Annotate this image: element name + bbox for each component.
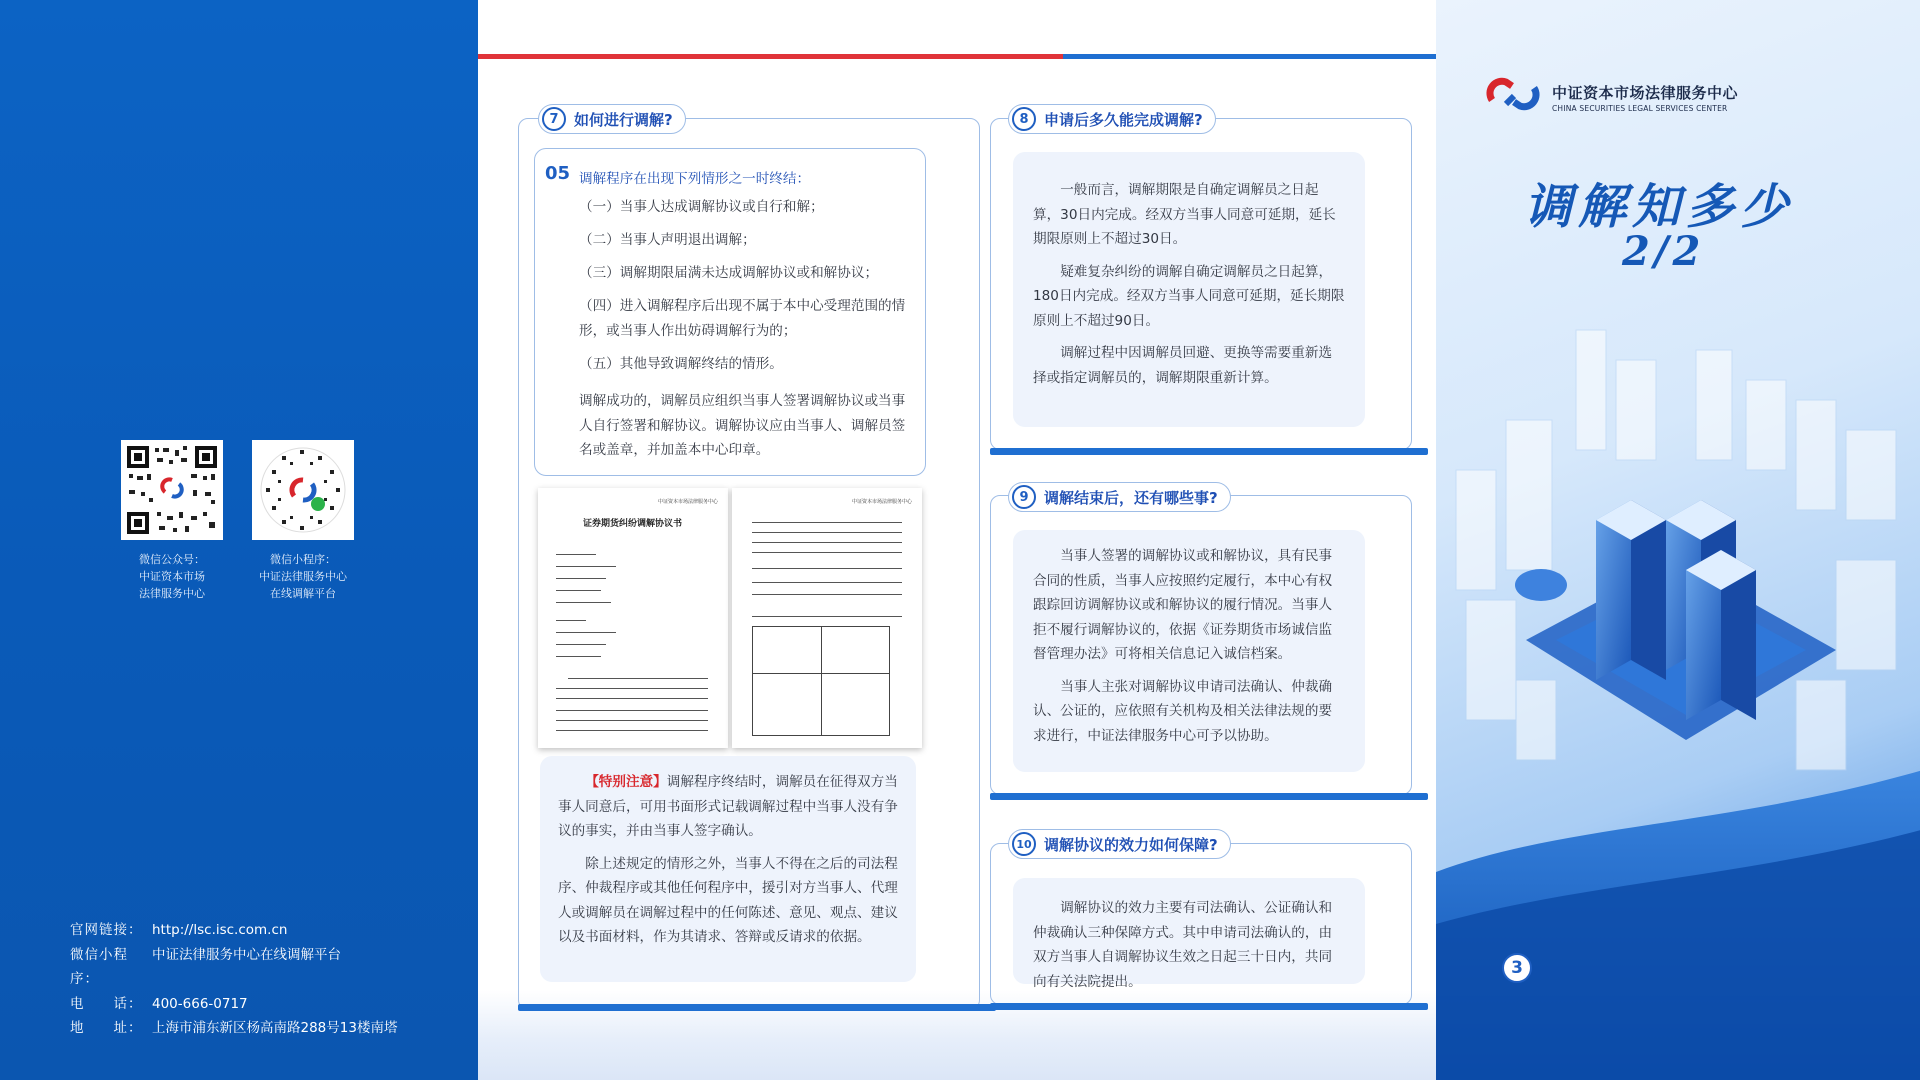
termination-item: （五）其他导致调解终结的情形。 [579, 356, 783, 372]
section-number-badge: 7 [542, 107, 566, 131]
document-title: 证券期货纠纷调解协议书 [583, 519, 683, 529]
section-10-heading [1008, 829, 1231, 859]
brand-name-cn: 中证资本市场法律服务中心 [1552, 84, 1739, 102]
section-number-badge: 10 [1012, 832, 1036, 856]
cover-subtitle: 2/2 [1622, 228, 1705, 275]
inner-content-panel [478, 0, 1436, 1080]
answer-paragraph: 调解协议的效力主要有司法确认、公证确认和仲裁确认三种保障方式。其中申请司法确认的，由双方当事人自调解协议生效之日起三十日内，共同向有关法院提出。 [1033, 900, 1333, 990]
answer-paragraph: 疑难复杂纠纷的调解自确定调解员之日起算，180日内完成。经双方当事人同意可延期，延长期限原则上不超过90日。 [1033, 263, 1345, 329]
termination-lead: 调解程序在出现下列情形之一时终结： [579, 171, 811, 187]
section-10-footer-bar [990, 1003, 1428, 1010]
section-9-card [1013, 530, 1365, 772]
contact-info [70, 918, 397, 1041]
cover-title: 调解知多少 [1524, 179, 1795, 235]
special-note-label: 【特别注意】 [585, 774, 667, 790]
success-text: 调解成功的，调解员应组织当事人签署调解协议或当事人自行签署和解协议。调解协议应由当事人、调解员签名或盖章，并加盖本中心印章。 [579, 393, 906, 458]
special-note-paragraph: 【特别注意】调解程序终结时，调解员在征得双方当事人同意后，可用书面形式记载调解过程中当事人没有争议的事实，并由当事人签字确认。 [558, 774, 898, 839]
special-note-card [540, 756, 916, 982]
mini-program-caption: 微信小程序： 中证法律服务中心 在线调解平台 [259, 553, 347, 600]
contact-address: 地 址： 上海市浦东新区杨高南路288号13楼南塔 [70, 1020, 398, 1036]
signature-table [752, 626, 890, 736]
special-note-paragraph-2: 除上述规定的情形之外，当事人不得在之后的司法程序、仲裁程序或其他任何程序中，援引对方当事人、代理人或调解员在调解过程中的任何陈述、意见、观点、建议以及书面材料，作为其请求、答辩或反请求的依据。 [558, 855, 898, 945]
document-org-logo: 中证资本市场法律服务中心 [852, 499, 913, 505]
mini-program-qr-code [252, 440, 354, 540]
section-9-heading [1008, 482, 1231, 512]
section-8-card [1013, 152, 1365, 427]
front-cover-panel [1436, 0, 1920, 1080]
page-number-badge: 3 [1502, 953, 1532, 983]
back-cover-panel [0, 0, 478, 1080]
answer-paragraph: 一般而言，调解期限是自确定调解员之日起算，30日内完成。经双方当事人同意可延期，延长期限原则上不超过30日。 [1033, 182, 1336, 247]
answer-paragraph: 调解过程中因调解员回避、更换等需要重新选择或指定调解员的，调解期限重新计算。 [1033, 345, 1333, 386]
brand-logo [1486, 74, 1540, 114]
wechat-account-caption: 微信公众号： 中证资本市场 法律服务中心 [139, 553, 205, 600]
item-number: 05 [545, 163, 571, 184]
section-title: 申请后多久能完成调解? [1044, 110, 1203, 129]
contact-website: 官网链接： http://lsc.isc.com.cn [70, 918, 397, 943]
section-number-badge: 8 [1012, 107, 1036, 131]
contact-phone: 电 话： 400-666-0717 [70, 995, 248, 1012]
section-10-card [1013, 878, 1365, 990]
document-org-logo: 中证资本市场法律服务中心 [658, 499, 719, 505]
termination-item: （四）进入调解程序后出现不属于本中心受理范围的情形，或当事人作出妨碍调解行为的； [579, 298, 906, 339]
section-8-footer-bar [990, 448, 1428, 455]
agreement-document-page-1 [538, 488, 728, 748]
section-number-badge: 9 [1012, 485, 1036, 509]
website-link[interactable]: http://lsc.isc.com.cn [152, 922, 288, 938]
section-7-footer-bar [518, 1004, 996, 1011]
termination-box [534, 148, 926, 476]
answer-paragraph: 当事人签署的调解协议或和解协议，具有民事合同的性质，当事人应按照约定履行，本中心有权跟踪回访调解协议或和解协议的履行情况。当事人拒不履行调解协议的，依据《证券期货市场诚信监督管理办法》可将相关信息记入诚信档案。 [1033, 548, 1333, 662]
section-8-heading [1008, 104, 1216, 134]
top-accent-blue [1063, 54, 1436, 59]
contact-mini-program: 微信小程序： 中证法律服务中心在线调解平台 [70, 946, 341, 987]
brand-name-en: CHINA SECURITIES LEGAL SERVICES CENTER [1552, 104, 1728, 113]
section-title: 如何进行调解? [574, 110, 673, 129]
section-9-footer-bar [990, 793, 1428, 800]
section-7-heading [538, 104, 686, 134]
cover-background-art [1436, 0, 1920, 1080]
agreement-document-page-2 [732, 488, 922, 748]
top-accent-red [478, 54, 1063, 59]
section-title: 调解结束后，还有哪些事? [1044, 488, 1218, 507]
section-title: 调解协议的效力如何保障? [1044, 835, 1218, 854]
termination-item: （三）调解期限届满未达成调解协议或和解协议； [579, 265, 879, 281]
answer-paragraph: 当事人主张对调解协议申请司法确认、仲裁确认、公证的，应依照有关机构及相关法律法规的要求进行，中证法律服务中心可予以协助。 [1033, 678, 1333, 744]
termination-item: （一）当事人达成调解协议或自行和解； [579, 199, 824, 215]
wechat-account-qr-code [121, 440, 223, 540]
termination-item: （二）当事人声明退出调解； [579, 232, 756, 248]
